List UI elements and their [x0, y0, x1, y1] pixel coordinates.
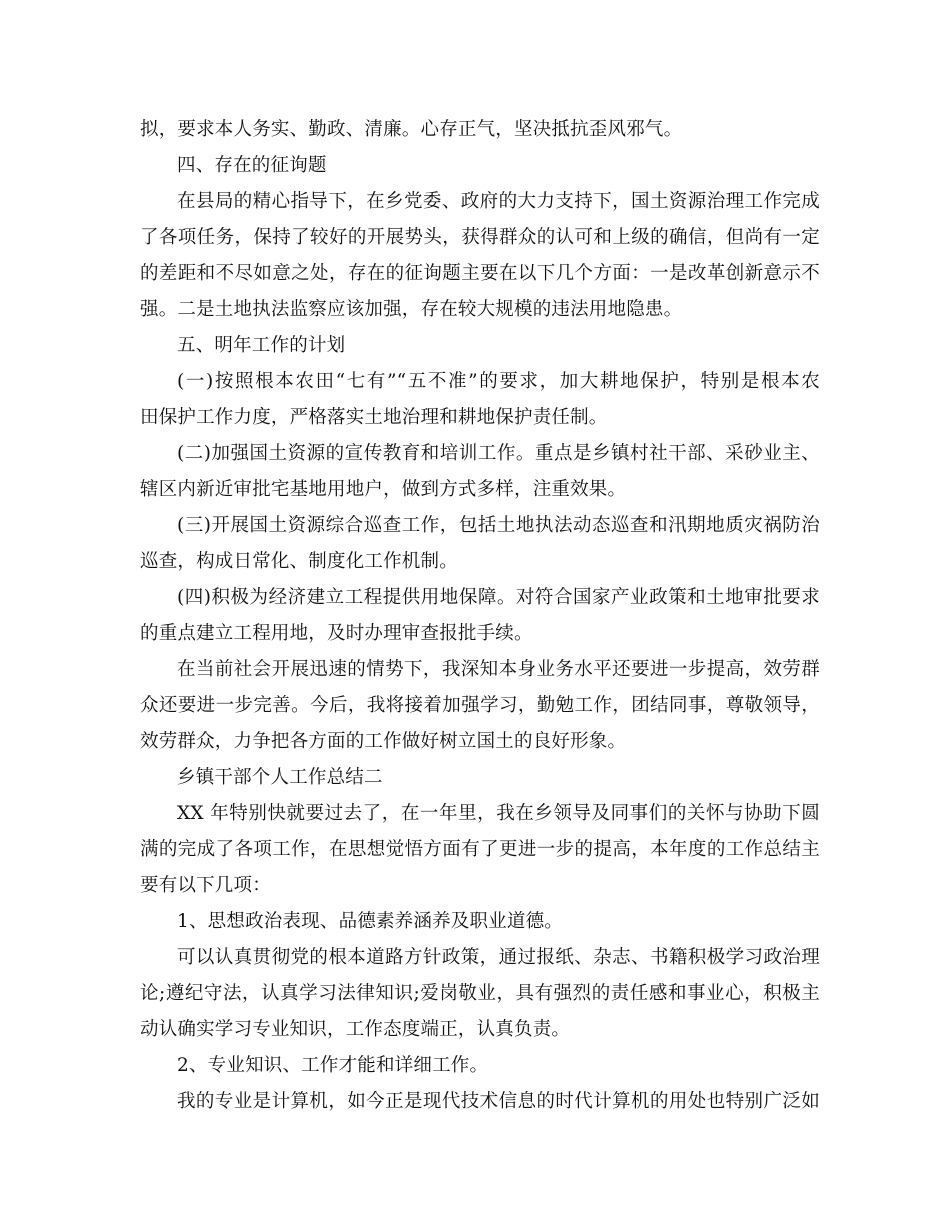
text-line: XX 年特别快就要过去了，在一年里，我在乡领导及同事们的关怀与协助下圆 — [177, 803, 820, 824]
text-line: 要有以下几项： — [140, 875, 271, 896]
text-line: 的差距和不尽如意之处，存在的征询题主要在以下几个方面：一是改革创新意示不 — [140, 263, 820, 284]
text-line: 1、思想政治表现、品德素养涵养及职业道德。 — [177, 911, 563, 932]
text-line: 四、存在的征询题 — [177, 155, 327, 176]
text-line: (二)加强国土资源的宣传教育和培训工作。重点是乡镇村社干部、采砂业主、 — [177, 443, 820, 464]
text-line: (一)按照根本农田“七有”“五不准”的要求，加大耕地保护，特别是根本农 — [177, 371, 820, 392]
text-line: (三)开展国土资源综合巡查工作，包括土地执法动态巡查和汛期地质灾祸防治 — [177, 515, 820, 536]
text-line: 乡镇干部个人工作总结二 — [177, 767, 383, 788]
text-line: 我的专业是计算机，如今正是现代技术信息的时代计算机的用处也特别广泛如 — [177, 1091, 820, 1112]
text-line: 拟，要求本人务实、勤政、清廉。心存正气，坚决抵抗歪风邪气。 — [140, 119, 683, 140]
text-line: (四)积极为经济建立工程提供用地保障。对符合国家产业政策和土地审批要求 — [177, 587, 820, 608]
text-line: 动认确实学习专业知识，工作态度端正，认真负责。 — [140, 1019, 571, 1040]
text-line: 巡查，构成日常化、制度化工作机制。 — [140, 551, 458, 572]
text-line: 了各项任务，保持了较好的开展势头，获得群众的认可和上级的确信，但尚有一定 — [140, 227, 820, 248]
text-line: 田保护工作力度，严格落实土地治理和耕地保护责任制。 — [140, 407, 608, 428]
text-line: 可以认真贯彻党的根本道路方针政策，通过报纸、杂志、书籍积极学习政治理 — [177, 947, 820, 968]
document-body — [140, 112, 820, 1120]
text-line: 效劳群众，力争把各方面的工作做好树立国土的良好形象。 — [140, 731, 627, 752]
text-line: 强。二是土地执法监察应该加强，存在较大规模的违法用地隐患。 — [140, 299, 683, 320]
text-line: 满的完成了各项工作，在思想觉悟方面有了更进一步的提高，本年度的工作总结主 — [140, 839, 820, 860]
text-line: 2、专业知识、工作才能和详细工作。 — [177, 1055, 489, 1076]
text-line: 五、明年工作的计划 — [177, 335, 346, 356]
text-line: 辖区内新近审批宅基地用地户，做到方式多样，注重效果。 — [140, 479, 627, 500]
text-line: 论;遵纪守法，认真学习法律知识;爱岗敬业，具有强烈的责任感和事业心，积极主 — [140, 983, 820, 1004]
text-line: 在县局的精心指导下，在乡党委、政府的大力支持下，国土资源治理工作完成 — [177, 191, 820, 212]
text-line: 在当前社会开展迅速的情势下，我深知本身业务水平还要进一步提高，效劳群 — [177, 659, 820, 680]
text-line: 的重点建立工程用地，及时办理审查报批手续。 — [140, 623, 533, 644]
text-line: 众还要进一步完善。今后，我将接着加强学习，勤勉工作，团结同事，尊敬领导， — [140, 695, 820, 716]
